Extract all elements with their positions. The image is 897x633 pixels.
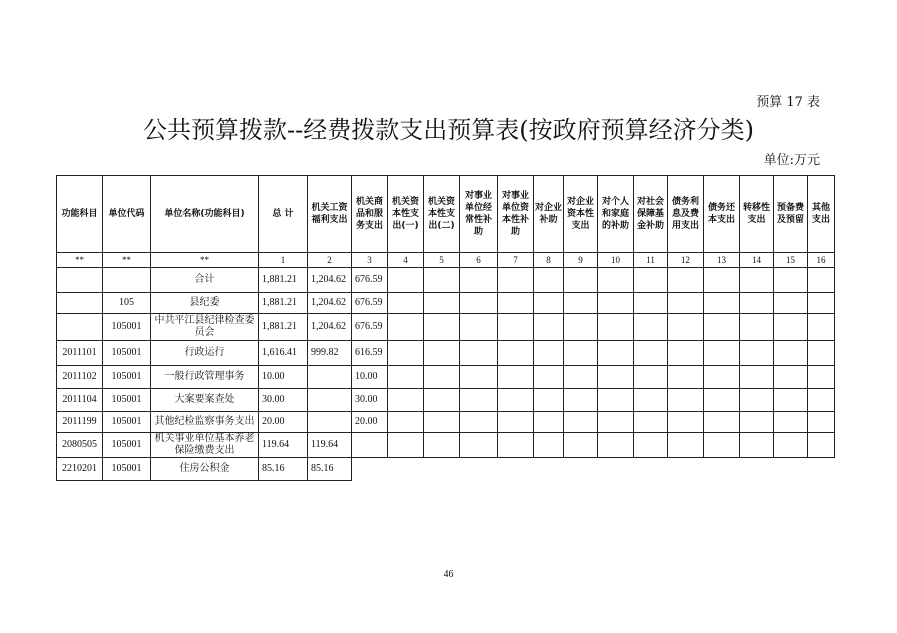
amount-cell (598, 458, 634, 481)
amount-cell (424, 458, 460, 481)
column-header: 对个人和家庭的补助 (598, 176, 634, 253)
table-row (57, 389, 835, 412)
amount-cell (704, 458, 740, 481)
amount-cell (740, 389, 774, 412)
amount-cell (388, 412, 424, 433)
amount-cell (774, 412, 808, 433)
unit-code-cell: 105001 (103, 341, 151, 366)
header-row (57, 176, 835, 253)
column-header: 对企业补助 (534, 176, 564, 253)
amount-cell (534, 366, 564, 389)
table-row (57, 268, 835, 293)
amount-cell (774, 366, 808, 389)
amount-cell (460, 293, 498, 314)
column-header: 预备费及预留 (774, 176, 808, 253)
amount-cell (668, 341, 704, 366)
amount-cell: 1,881.21 (259, 293, 308, 314)
amount-cell (424, 366, 460, 389)
unit-code-cell: 105001 (103, 314, 151, 341)
unit-code-cell: 105001 (103, 412, 151, 433)
page-title: 公共预算拨款--经费拨款支出预算表(按政府预算经济分类) (143, 116, 754, 144)
unit-label: 单位:万元 (763, 153, 820, 168)
amount-cell (808, 341, 835, 366)
amount-cell: 119.64 (259, 433, 308, 458)
column-index: 15 (774, 253, 808, 268)
function-code-cell (57, 268, 103, 293)
amount-cell (388, 341, 424, 366)
column-header: 债务还本支出 (704, 176, 740, 253)
amount-cell (460, 389, 498, 412)
amount-cell (424, 433, 460, 458)
column-header: 机关商品和服务支出 (352, 176, 388, 253)
column-index: 1 (259, 253, 308, 268)
amount-cell: 85.16 (308, 458, 352, 481)
table-row (57, 366, 835, 389)
function-code-cell: 2011104 (57, 389, 103, 412)
column-index: 3 (352, 253, 388, 268)
table-row (57, 433, 835, 458)
amount-cell (460, 412, 498, 433)
column-index: 9 (564, 253, 598, 268)
column-header: 对企业资本性支出 (564, 176, 598, 253)
column-header: 功能科目 (57, 176, 103, 253)
amount-cell (668, 412, 704, 433)
amount-cell (740, 433, 774, 458)
amount-cell (774, 389, 808, 412)
function-code-cell: 2011102 (57, 366, 103, 389)
function-code-cell: 2210201 (57, 458, 103, 481)
amount-cell (598, 268, 634, 293)
amount-cell (498, 458, 534, 481)
amount-cell (598, 293, 634, 314)
amount-cell (774, 293, 808, 314)
amount-cell (460, 366, 498, 389)
amount-cell (564, 389, 598, 412)
amount-cell (704, 314, 740, 341)
column-header: 其他支出 (808, 176, 835, 253)
amount-cell (352, 433, 388, 458)
amount-cell (598, 412, 634, 433)
amount-cell (704, 366, 740, 389)
function-code-cell: 2080505 (57, 433, 103, 458)
amount-cell (808, 412, 835, 433)
amount-cell (808, 458, 835, 481)
unit-code-cell (103, 268, 151, 293)
amount-cell (740, 366, 774, 389)
amount-cell (808, 268, 835, 293)
amount-cell (634, 412, 668, 433)
amount-cell (388, 268, 424, 293)
table-row (57, 458, 835, 481)
amount-cell (564, 293, 598, 314)
amount-cell (460, 458, 498, 481)
function-code-cell: 2011199 (57, 412, 103, 433)
column-header: 对事业单位资本性补助 (498, 176, 534, 253)
amount-cell (668, 389, 704, 412)
amount-cell (498, 433, 534, 458)
column-index: 11 (634, 253, 668, 268)
column-index: ** (103, 253, 151, 268)
amount-cell (668, 268, 704, 293)
amount-cell (498, 293, 534, 314)
amount-cell (388, 458, 424, 481)
amount-cell (634, 433, 668, 458)
amount-cell (740, 341, 774, 366)
function-code-cell (57, 314, 103, 341)
amount-cell (388, 293, 424, 314)
unit-name-cell: 其他纪检监察事务支出 (151, 412, 259, 433)
amount-cell (308, 389, 352, 412)
amount-cell: 20.00 (259, 412, 308, 433)
amount-cell (704, 293, 740, 314)
amount-cell (388, 366, 424, 389)
unit-code-cell: 105001 (103, 366, 151, 389)
amount-cell (808, 433, 835, 458)
column-index: 12 (668, 253, 704, 268)
amount-cell: 1,616.41 (259, 341, 308, 366)
amount-cell (498, 341, 534, 366)
amount-cell: 10.00 (352, 366, 388, 389)
table-body (57, 268, 835, 481)
amount-cell (598, 341, 634, 366)
unit-name-cell: 机关事业单位基本养老保险缴费支出 (151, 433, 259, 458)
amount-cell (774, 268, 808, 293)
unit-name-cell: 大案要案查处 (151, 389, 259, 412)
budget-table (56, 175, 835, 481)
amount-cell (498, 268, 534, 293)
amount-cell: 119.64 (308, 433, 352, 458)
unit-code-cell: 105001 (103, 458, 151, 481)
amount-cell (498, 366, 534, 389)
amount-cell (808, 389, 835, 412)
amount-cell (564, 412, 598, 433)
amount-cell (564, 458, 598, 481)
column-header: 单位代码 (103, 176, 151, 253)
amount-cell (534, 268, 564, 293)
column-index: 14 (740, 253, 774, 268)
amount-cell (668, 433, 704, 458)
amount-cell: 1,881.21 (259, 314, 308, 341)
column-index: 13 (704, 253, 740, 268)
amount-cell: 676.59 (352, 314, 388, 341)
amount-cell (388, 433, 424, 458)
column-header: 对事业单位经常性补助 (460, 176, 498, 253)
unit-name-cell: 行政运行 (151, 341, 259, 366)
amount-cell (668, 458, 704, 481)
amount-cell (740, 268, 774, 293)
amount-cell (460, 314, 498, 341)
column-index: 2 (308, 253, 352, 268)
column-index: ** (151, 253, 259, 268)
amount-cell (668, 314, 704, 341)
amount-cell (460, 341, 498, 366)
amount-cell (598, 314, 634, 341)
page-number: 46 (443, 569, 454, 580)
amount-cell (534, 341, 564, 366)
amount-cell (808, 293, 835, 314)
column-header: 单位名称(功能科目) (151, 176, 259, 253)
amount-cell: 1,204.62 (308, 293, 352, 314)
unit-code-cell: 105001 (103, 389, 151, 412)
amount-cell: 616.59 (352, 341, 388, 366)
amount-cell (564, 268, 598, 293)
amount-cell (534, 314, 564, 341)
column-index: 10 (598, 253, 634, 268)
amount-cell (424, 412, 460, 433)
form-number: 预算 17 表 (756, 95, 820, 110)
unit-code-cell: 105 (103, 293, 151, 314)
amount-cell (534, 458, 564, 481)
table-row (57, 314, 835, 341)
amount-cell (634, 268, 668, 293)
amount-cell: 30.00 (259, 389, 308, 412)
amount-cell (704, 341, 740, 366)
column-index: 5 (424, 253, 460, 268)
amount-cell (598, 366, 634, 389)
amount-cell (424, 389, 460, 412)
index-row (57, 253, 835, 268)
unit-name-cell: 中共平江县纪律检查委员会 (151, 314, 259, 341)
amount-cell: 30.00 (352, 389, 388, 412)
unit-name-cell: 一般行政管理事务 (151, 366, 259, 389)
amount-cell (534, 389, 564, 412)
amount-cell: 999.82 (308, 341, 352, 366)
table-row (57, 293, 835, 314)
column-header: 机关资本性支出(二) (424, 176, 460, 253)
amount-cell (498, 389, 534, 412)
column-header: 机关工资福利支出 (308, 176, 352, 253)
amount-cell: 1,204.62 (308, 314, 352, 341)
amount-cell (668, 366, 704, 389)
amount-cell (308, 366, 352, 389)
column-header: 债务利息及费用支出 (668, 176, 704, 253)
amount-cell: 20.00 (352, 412, 388, 433)
amount-cell: 1,204.62 (308, 268, 352, 293)
amount-cell (634, 389, 668, 412)
amount-cell (424, 268, 460, 293)
amount-cell (704, 433, 740, 458)
amount-cell (564, 341, 598, 366)
amount-cell (598, 433, 634, 458)
amount-cell (460, 433, 498, 458)
amount-cell (498, 412, 534, 433)
amount-cell (388, 389, 424, 412)
column-header: 对社会保障基金补助 (634, 176, 668, 253)
function-code-cell: 2011101 (57, 341, 103, 366)
amount-cell (808, 314, 835, 341)
amount-cell: 85.16 (259, 458, 308, 481)
amount-cell (634, 293, 668, 314)
amount-cell (534, 433, 564, 458)
column-index: 6 (460, 253, 498, 268)
amount-cell (424, 314, 460, 341)
column-header: 转移性支出 (740, 176, 774, 253)
function-code-cell (57, 293, 103, 314)
amount-cell (808, 366, 835, 389)
amount-cell (740, 458, 774, 481)
column-index: 8 (534, 253, 564, 268)
amount-cell (634, 314, 668, 341)
amount-cell (564, 433, 598, 458)
unit-name-cell: 合计 (151, 268, 259, 293)
amount-cell (598, 389, 634, 412)
amount-cell (774, 341, 808, 366)
table-row (57, 341, 835, 366)
column-header: 机关资本性支出(一) (388, 176, 424, 253)
column-index: 7 (498, 253, 534, 268)
amount-cell (388, 314, 424, 341)
column-index: ** (57, 253, 103, 268)
amount-cell: 676.59 (352, 268, 388, 293)
column-index: 4 (388, 253, 424, 268)
amount-cell (564, 314, 598, 341)
amount-cell (704, 389, 740, 412)
amount-cell (634, 458, 668, 481)
column-header: 总 计 (259, 176, 308, 253)
amount-cell: 676.59 (352, 293, 388, 314)
amount-cell (308, 412, 352, 433)
amount-cell (352, 458, 388, 481)
unit-name-cell: 县纪委 (151, 293, 259, 314)
amount-cell (668, 293, 704, 314)
amount-cell (704, 268, 740, 293)
amount-cell: 10.00 (259, 366, 308, 389)
amount-cell (740, 314, 774, 341)
amount-cell (740, 293, 774, 314)
amount-cell (564, 366, 598, 389)
table-row (57, 412, 835, 433)
amount-cell (534, 412, 564, 433)
amount-cell (774, 458, 808, 481)
amount-cell (424, 341, 460, 366)
amount-cell (704, 412, 740, 433)
amount-cell (774, 314, 808, 341)
amount-cell (774, 433, 808, 458)
amount-cell (424, 293, 460, 314)
amount-cell (740, 412, 774, 433)
amount-cell (534, 293, 564, 314)
amount-cell (634, 341, 668, 366)
column-index: 16 (808, 253, 835, 268)
amount-cell (634, 366, 668, 389)
amount-cell (460, 268, 498, 293)
unit-name-cell: 住房公积金 (151, 458, 259, 481)
amount-cell (498, 314, 534, 341)
unit-code-cell: 105001 (103, 433, 151, 458)
amount-cell: 1,881.21 (259, 268, 308, 293)
